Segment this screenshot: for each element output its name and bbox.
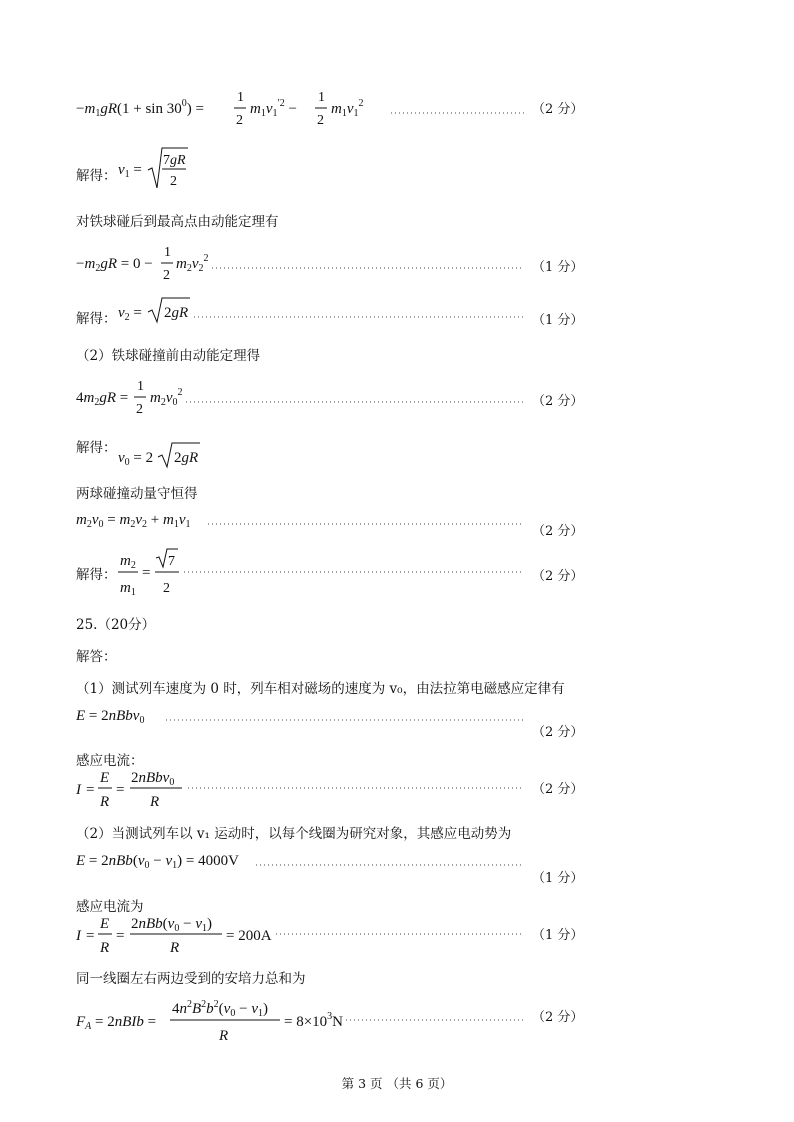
text-induced-current-1: 感应电流：: [76, 753, 144, 769]
svg-text:E: E: [100, 770, 110, 786]
svg-text:2: 2: [236, 113, 243, 128]
text-induced-current-2: 感应电流为: [76, 899, 144, 915]
score-4: （2 分）: [532, 394, 584, 409]
text-part1-intro: （1）测试列车速度为 0 时，列车相对磁场的速度为 v₀，由法拉第电磁感应定律有: [76, 681, 565, 697]
svg-text:1: 1: [237, 90, 244, 105]
svg-text:2nBb(v0 − v1): $2nBb(v_0 - v_1)$: [131, 916, 212, 934]
text-solve-3: 解得：: [76, 440, 117, 456]
score-5: （2 分）: [532, 524, 584, 539]
svg-text:m2v22: $m_2v_2^2$: [176, 253, 209, 274]
svg-text:2: 2: [170, 174, 177, 189]
score-6: （2 分）: [532, 569, 584, 584]
svg-text:4m2gR =: $4m_2gR$ =: [76, 390, 129, 408]
text-part2-question25: （2）当测试列车以 v₁ 运动时，以每个线圈为研究对象，其感应电动势为: [76, 826, 512, 842]
formula-v2-result: [118, 292, 526, 332]
svg-text:m1v1′2 −: $m_1v_1^{'2}$ −: [250, 98, 297, 119]
score-11: （2 分）: [532, 1010, 584, 1025]
score-7: （2 分）: [532, 725, 584, 740]
formula-emf-1: [76, 702, 526, 732]
svg-text:v2 =: $v_2$ =: [118, 305, 142, 323]
svg-text:E: E: [100, 916, 110, 932]
svg-text:1: 1: [164, 245, 171, 260]
svg-text:FA = 2nBIb =: $F_A$ = 2nBIb =: [76, 1014, 157, 1032]
page-footer: 第 3 页 （共 6 页）: [341, 1076, 453, 1091]
svg-text:R: R: [219, 1028, 229, 1044]
formula-ampere-force: [76, 996, 526, 1048]
svg-text:2gR: 2gR: [174, 450, 199, 466]
score-2: （1 分）: [532, 260, 584, 275]
svg-text:=: =: [116, 928, 125, 944]
formula-v1-result: [118, 144, 218, 194]
svg-text:m2v0 = m2v2 + m1v1: $m_2v_0 = m_2v_2 + m_1v_1$: [76, 512, 191, 530]
score-9: （1 分）: [532, 871, 584, 886]
svg-text:2nBbv0: 2nBbv$_0$: [131, 770, 175, 788]
svg-text:7: 7: [168, 554, 175, 569]
svg-text:= 200A: = 200A: [226, 928, 272, 944]
svg-text:1: 1: [137, 379, 144, 394]
text-iron-ball-after: 对铁球碰后到最高点由动能定理有: [76, 214, 279, 230]
svg-text:= 8×103N: = $8\times 10^3N$: [284, 1011, 344, 1030]
svg-text:v0 = 2: $v_0 = 2$: [118, 450, 154, 468]
svg-text:I: I: [76, 928, 81, 944]
svg-text:I: I: [76, 782, 81, 798]
formula-energy-iron: [76, 238, 526, 288]
formula-current-2: [76, 912, 526, 962]
formula-v0-result: [118, 440, 238, 476]
svg-text:=: =: [86, 782, 95, 798]
score-3: （1 分）: [532, 313, 584, 328]
svg-text:m2: $m_2$: [120, 553, 136, 571]
svg-text:R: R: [100, 940, 110, 956]
formula-current-1: [76, 766, 526, 816]
svg-text:v1 =: $v_1$ =: [118, 162, 142, 180]
formula-energy-ball1: [76, 83, 526, 133]
svg-text:R: R: [100, 794, 110, 810]
svg-text:1: 1: [318, 90, 325, 105]
svg-text:=: =: [142, 565, 151, 581]
svg-text:−m1gR(1 + sin 300) =: $-m_1gR(1 + \sin 30^0)$ =: [76, 98, 204, 119]
score-10: （1 分）: [532, 928, 584, 943]
svg-text:E = 2nBbv0: E = 2nBbv$_0$: [76, 708, 145, 726]
question-25-heading: 25.（20分）: [76, 617, 156, 633]
score-8: （2 分）: [532, 782, 584, 797]
svg-text:2: 2: [163, 268, 170, 283]
svg-text:R: R: [150, 794, 160, 810]
formula-energy-before: [76, 372, 526, 422]
svg-text:=: =: [86, 928, 95, 944]
svg-text:4n2B2b2(v0 − v1): $4n^2B^2b^2(v_0 - v_1)$: [172, 999, 268, 1019]
text-solve-2: 解得：: [76, 311, 117, 327]
text-solve-1: 解得：: [76, 168, 117, 184]
text-answer-label: 解答：: [76, 649, 117, 665]
svg-text:E = 2nBb(v0 − v1) = 4000V: $E = 2nBb(v_0 - v_1) = 4000V$: [76, 853, 239, 871]
formula-momentum: [76, 504, 526, 540]
svg-text:=: =: [116, 782, 125, 798]
svg-text:2: 2: [317, 113, 324, 128]
formula-emf-2: [76, 847, 526, 877]
text-solve-4: 解得：: [76, 567, 117, 583]
svg-text:m1v12: $m_1v_1^2$: [331, 98, 364, 119]
svg-text:−m2gR = 0 −: $-m_2gR = 0$ −: [76, 256, 153, 274]
svg-text:R: R: [170, 940, 180, 956]
svg-text:m2v02: $m_2v_0^2$: [150, 387, 183, 408]
formula-mass-ratio: [118, 547, 526, 599]
svg-text:2gR: 2gR: [164, 305, 189, 321]
score-1: （2 分）: [532, 102, 584, 117]
text-ampere-force-intro: 同一线圈左右两边受到的安培力总和为: [76, 971, 306, 987]
svg-text:2: 2: [136, 402, 143, 417]
text-part2-intro: （2）铁球碰撞前由动能定理得: [76, 348, 261, 364]
svg-text:2: 2: [163, 581, 170, 596]
svg-text:7gR: 7gR: [163, 153, 186, 168]
svg-text:m1: $m_1$: [120, 580, 136, 598]
text-momentum-intro: 两球碰撞动量守恒得: [76, 486, 198, 502]
